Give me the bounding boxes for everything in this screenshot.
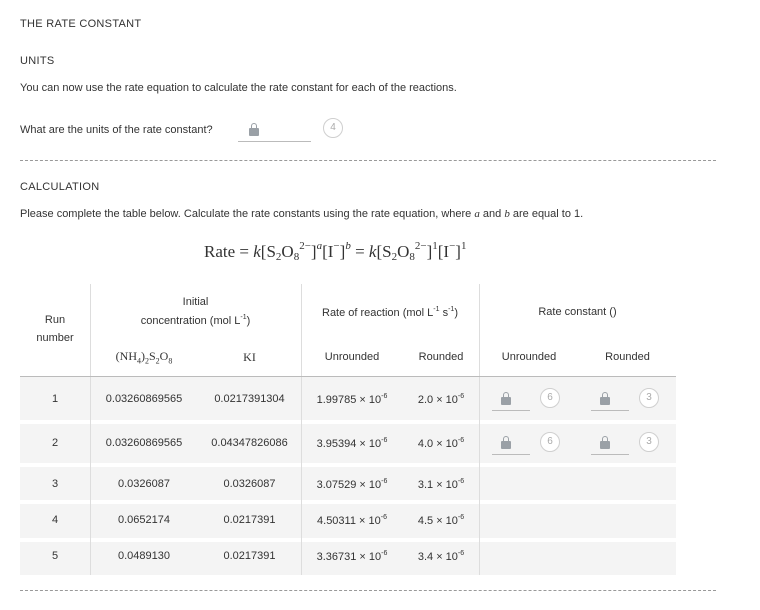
row3-run: 3 bbox=[51, 478, 59, 490]
row4-rate-rounded: $4.5 \times 10^{-6}$ bbox=[417, 514, 465, 527]
header-number: number bbox=[36, 332, 74, 344]
row1-run: 1 bbox=[51, 393, 59, 405]
row2-run: 2 bbox=[51, 437, 59, 449]
row1-rate-unrounded: $1.99785 \times 10^{-6}$ bbox=[316, 393, 388, 406]
row2-k-rounded-badge: 3 bbox=[639, 432, 659, 452]
bottom-divider bbox=[20, 590, 716, 591]
units-answer-input[interactable] bbox=[238, 141, 311, 142]
header-rate-of-reaction: Rate of reaction (mol $L^{-1}$ $s^{-1}$) bbox=[322, 306, 458, 319]
row1-k-unrounded-input[interactable] bbox=[492, 410, 530, 411]
row2-nh4: 0.03260869565 bbox=[105, 437, 183, 449]
row4-rate-unrounded: $4.50311 \times 10^{-6}$ bbox=[317, 514, 387, 527]
row5-rate-rounded: $3.4 \times 10^{-6}$ bbox=[417, 550, 465, 563]
calculation-instruction: Please complete the table below. Calculate the rate constants using the rate equation, where a and b are equal to 1. bbox=[20, 208, 584, 220]
row2-k-unrounded-badge: 6 bbox=[540, 432, 560, 452]
row2-k-rounded-input[interactable] bbox=[591, 454, 629, 455]
row1-rate-rounded: $2.0 \times 10^{-6}$ bbox=[417, 393, 465, 406]
table-body-background bbox=[20, 377, 676, 575]
row3-nh4: 0.0326087 bbox=[118, 478, 170, 490]
row4-ki: 0.0217391 bbox=[223, 514, 276, 526]
row4-run: 4 bbox=[51, 514, 59, 526]
row1-k-rounded-input[interactable] bbox=[591, 410, 629, 411]
row1-k-unrounded-badge: 6 bbox=[540, 388, 560, 408]
row5-run: 5 bbox=[51, 550, 59, 562]
section-divider bbox=[20, 160, 716, 161]
row3-rate-unrounded: $3.07529 \times 10^{-6}$ bbox=[316, 478, 388, 491]
lock-icon bbox=[501, 397, 511, 405]
lock-icon bbox=[600, 397, 610, 405]
row1-ki: 0.0217391304 bbox=[214, 393, 285, 405]
header-ki: KI bbox=[243, 350, 256, 364]
header-nh4-s2o8: $(NH_4)_2S_2O_8$ bbox=[115, 349, 173, 366]
row1-nh4: 0.03260869565 bbox=[105, 393, 183, 405]
page-title: THE RATE CONSTANT bbox=[20, 18, 142, 30]
row2-rate-unrounded: $3.95394 \times 10^{-6}$ bbox=[316, 437, 388, 450]
header-run: Run bbox=[44, 314, 66, 326]
row2-ki: 0.04347826086 bbox=[211, 437, 288, 449]
lock-icon bbox=[501, 441, 511, 449]
row3-rate-rounded: $3.1 \times 10^{-6}$ bbox=[417, 478, 465, 491]
units-question: What are the units of the rate constant? bbox=[20, 124, 213, 136]
row2-rate-rounded: $4.0 \times 10^{-6}$ bbox=[417, 437, 465, 450]
units-intro: You can now use the rate equation to calculate the rate constant for each of the reactions. bbox=[20, 82, 457, 94]
header-rate-constant: Rate constant () bbox=[538, 306, 617, 318]
row5-rate-unrounded: $3.36731 \times 10^{-6}$ bbox=[316, 550, 388, 563]
units-heading: UNITS bbox=[20, 55, 55, 67]
header-initial: Initial bbox=[182, 296, 209, 308]
header-concentration: concentration (mol $L^{-1}$) bbox=[140, 314, 251, 327]
units-attempts-badge: 4 bbox=[323, 118, 343, 138]
row2-k-unrounded-input[interactable] bbox=[492, 454, 530, 455]
row1-k-rounded-badge: 3 bbox=[639, 388, 659, 408]
header-k-rounded: Rounded bbox=[605, 351, 650, 363]
rate-equation: Rate = $k[S_2O_8^{2-}]^a[I^-]^b = k[S_2O_8^{2-}]^1[I^-]^1$ bbox=[204, 240, 467, 263]
row5-ki: 0.0217391 bbox=[223, 550, 276, 562]
row3-ki: 0.0326087 bbox=[223, 478, 276, 490]
calculation-heading: CALCULATION bbox=[20, 181, 100, 193]
lock-icon bbox=[249, 128, 259, 136]
lock-icon bbox=[600, 441, 610, 449]
row4-nh4: 0.0652174 bbox=[118, 514, 170, 526]
header-rate-rounded: Rounded bbox=[418, 351, 464, 363]
header-k-unrounded: Unrounded bbox=[501, 351, 557, 363]
header-rate-unrounded: Unrounded bbox=[324, 351, 380, 363]
row5-nh4: 0.0489130 bbox=[118, 550, 170, 562]
